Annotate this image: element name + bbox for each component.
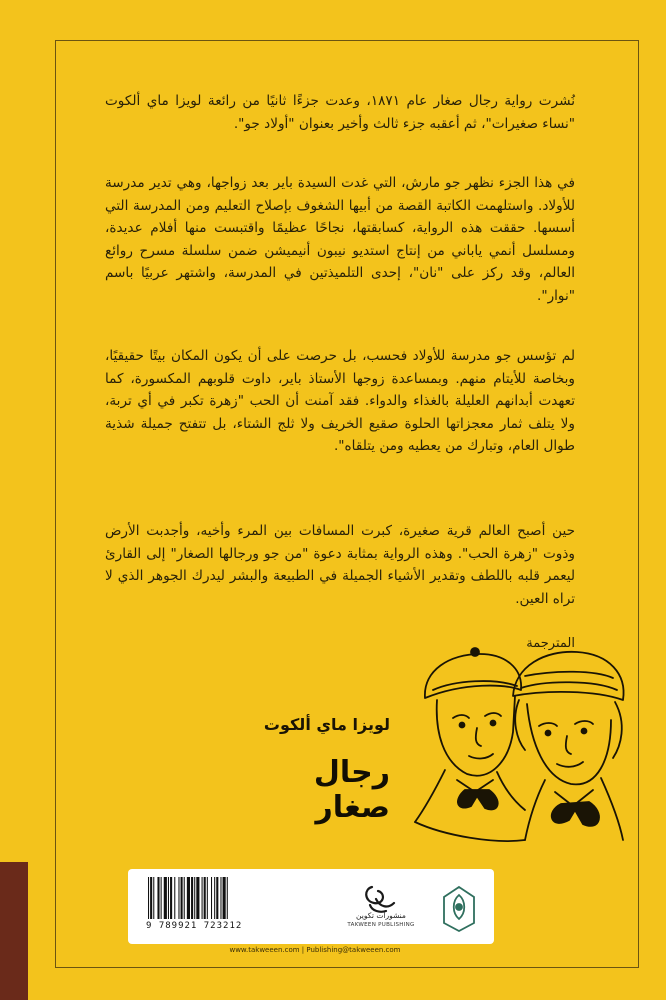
publisher-name-english: TAKWEEN PUBLISHING <box>347 922 415 928</box>
blurb-paragraph-4: حين أصبح العالم قرية صغيرة، كبرت المسافات بين المرء وأخيه، وأجدبت الأرض وذوت "زهرة الحب". وهذه الرواية بمثابة دعوة "من جو ورجالها الصغار" إلى القارئ ليعمر قلبه باللطف وتقدير الأشياء الجميلة في الطبيعة والبشر ليدرك الجوهر الذي لا تراه العين. <box>105 523 575 607</box>
isbn-number: 9 789921 723212 <box>146 921 243 931</box>
publisher-name-arabic: منشورات تكوين <box>356 911 406 920</box>
barcode-publisher-panel <box>128 869 494 944</box>
isbn-barcode <box>146 877 286 921</box>
blurb-paragraph-2: في هذا الجزء نظهر جو مارش، التي غدت السيدة باير بعد زواجها، وهي تدير مدرسة للأولاد. واستلهمت الكاتبة القصة من أبيها الشغوف بإصلاح التعليم ومن المدرسة التي أسسها. حققت هذه الرواية، كسابقتها، نجاحًا عظيمًا واقتبست منها أفلام عديدة، ومسلسل أنمي ياباني من إنتاج استديو نيبون أنيميشن ضمن سلسلة مسرح روائع العالم، وقد ركز على "نان"، إحدى التلميذتين في المدرسة، واشتهر عربيًا باسم "نوار". <box>105 175 575 304</box>
author-name: لويزا ماي ألكوت <box>263 715 390 734</box>
blurb-paragraph-3: لم تؤسس جو مدرسة للأولاد فحسب، بل حرصت على أن يكون المكان بيتًا حقيقيًا، وبخاصة للأيتام منهم. وبمساعدة زوجها الأستاذ باير، داوت قلوبهم المكسورة، كما تعهدت أبدانهم العليلة بالغذاء والدواء. فقد آمنت أن الحب "زهرة تكبر في أي تربة، ولا يتلف ثمار معجزاتها الحلوة صقيع الخريف ولا ثلج الشتاء، بل تتفتح جميلة شذية طوال العام، وتبارك من يعطيه ومن يتلقاه". <box>105 348 575 454</box>
blurb-paragraph-1: نُشرت رواية رجال صغار عام ١٨٧١، وعدت جزءًا ثانيًا من رائعة لويزا ماي ألكوت "نساء صغيرات"، ثم أعقبه جزء ثالث وأخير بعنوان "أولاد جو". <box>105 93 575 132</box>
translator-signature: المترجمة <box>526 636 575 651</box>
two-children-illustration <box>405 640 630 862</box>
emblem-icon <box>438 883 480 933</box>
book-title: رجال صغار <box>313 755 390 825</box>
spine-strip <box>0 862 28 1000</box>
publisher-contact: www.takweeen.com | Publishing@takweeen.com <box>229 946 401 954</box>
